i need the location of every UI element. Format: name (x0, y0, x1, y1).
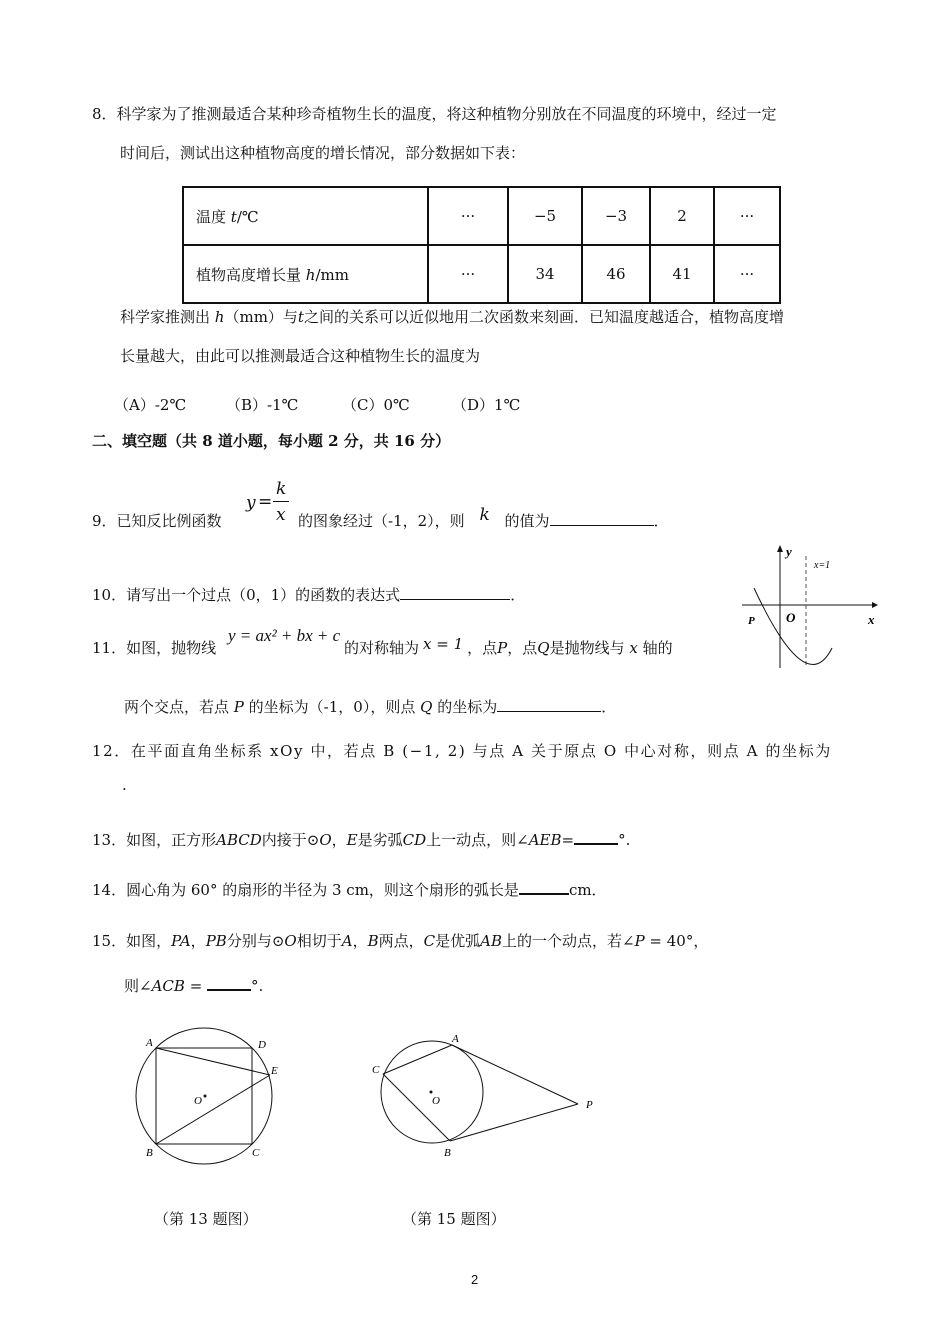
tangent-pb (450, 1104, 578, 1141)
figure-15 (366, 1024, 606, 1166)
label-c: C (252, 1147, 260, 1159)
origin-label: O (786, 610, 796, 625)
x-axis-label: x (868, 612, 875, 627)
q11-line2: 两个交点，若点 P 的坐标为（-1，0），则点 Q 的坐标为 ． (124, 698, 617, 716)
q14-text: 14．圆心角为 60° 的扇形的半径为 3 cm，则这个扇形的弧长是 cm． (92, 881, 607, 899)
table-row (183, 245, 780, 303)
q13-text: 13．如图，正方形ABCD内接于⊙O，E是劣弧CD上一动点，则∠AEB= °. (92, 831, 631, 849)
center-dot (204, 1095, 207, 1098)
formula-y: y (246, 493, 256, 513)
q8-data-table (182, 186, 781, 304)
label-o: O (432, 1095, 440, 1107)
label-a: A (452, 1033, 459, 1045)
label-b: B (444, 1147, 451, 1159)
q12-text: 12．在平面直角坐标系 xOy 中，若点 B (−1, 2) 与点 A 关于原点 O 中心对称，则点 A 的坐标为 (92, 742, 832, 760)
label-c: C (372, 1064, 380, 1076)
symmetry-axis-label: x=1 (814, 560, 831, 571)
x-axis-arrow-icon (872, 602, 878, 608)
label-p: P (586, 1099, 593, 1111)
parabola-curve (754, 588, 832, 664)
fraction-bar (273, 501, 289, 502)
q11-line1-rest: 的对称轴为 x = 1 ，点P，点Q是抛物线与 x 轴的 (344, 635, 673, 657)
table-cell: 34 (508, 245, 582, 303)
label-e: E (271, 1065, 278, 1077)
segment-ca (383, 1045, 452, 1074)
formula-denominator: x (276, 505, 286, 525)
table-cell: ··· (428, 187, 508, 245)
q15-answer-blank[interactable] (207, 975, 251, 991)
tangent-pa (452, 1045, 578, 1104)
formula-numerator: k (276, 479, 287, 499)
q11-answer-blank[interactable] (497, 697, 601, 712)
label-a: A (146, 1037, 153, 1049)
q13-answer-blank[interactable] (574, 829, 618, 845)
figure-13-caption: （第 13 题图） (154, 1210, 258, 1228)
q9-answer-blank[interactable] (550, 511, 654, 526)
q9-text: 9．已知反比例函数 (92, 512, 222, 530)
table-cell: −3 (582, 187, 650, 245)
section-heading: 二、填空题（共 8 道小题，每小题 2 分，共 16 分） (92, 432, 451, 450)
q8-line2: 时间后，测试出这种植物高度的增长情况，部分数据如下表： (120, 144, 526, 162)
q9-formula (244, 478, 294, 526)
table-cell: ··· (714, 245, 780, 303)
y-axis-label: y (786, 544, 792, 559)
label-b: B (146, 1147, 153, 1159)
table-header-temperature: 温度 t/℃ (183, 187, 428, 245)
table-cell: ··· (714, 187, 780, 245)
q15-line2: 则∠ACB = °. (124, 977, 264, 995)
table-cell: 2 (650, 187, 714, 245)
q11-line1: 11．如图，抛物线 (92, 639, 217, 657)
q10-answer-blank[interactable] (400, 585, 510, 600)
table-cell: 46 (582, 245, 650, 303)
q14-answer-blank[interactable] (519, 879, 569, 895)
q8-option-a: （A）-2℃ (114, 396, 187, 414)
q11-formula: y = ax² + bx + c (228, 626, 341, 645)
table-cell: ··· (428, 245, 508, 303)
segment-ae (156, 1048, 270, 1075)
table-cell: 41 (650, 245, 714, 303)
q8-option-b: （B）-1℃ (226, 396, 299, 414)
q8-option-d: （D）1℃ (452, 396, 521, 414)
q9-text-rest: 的图象经过（-1，2），则 k 的值为 ． (298, 505, 669, 530)
figure-13 (128, 1018, 298, 1168)
point-p-label: P (748, 615, 755, 627)
table-cell: −5 (508, 187, 582, 245)
figure-15-caption: （第 15 题图） (402, 1210, 506, 1228)
page-number: 2 (471, 1272, 479, 1287)
q8-option-c: （C）0℃ (342, 396, 410, 414)
parabola-graph (738, 540, 888, 675)
label-d: D (258, 1039, 266, 1051)
q15-line1: 15．如图，PA，PB分别与⊙O相切于A，B两点，C是优弧AB上的一个动点，若∠P = 40°， (92, 932, 709, 950)
table-header-growth: 植物高度增长量 h/mm (183, 245, 428, 303)
q8-line4: 长量越大，由此可以推测最适合这种植物生长的温度为 (120, 347, 481, 365)
segment-cb (383, 1074, 450, 1141)
formula-equals: = (258, 492, 273, 512)
q12-line2: . (122, 776, 127, 794)
label-o: O (194, 1095, 202, 1107)
y-axis-arrow-icon (777, 545, 783, 552)
table-row (183, 187, 780, 245)
segment-be (156, 1075, 270, 1144)
q10-text: 10．请写出一个过点（0，1）的函数的表达式 ． (92, 586, 526, 604)
q8-line3: 科学家推测出 h（mm）与t之间的关系可以近似地用二次函数来刻画．已知温度越适合，植物高度增 (120, 308, 784, 326)
center-dot (430, 1091, 433, 1094)
q8-line1: 8．科学家为了推测最适合某种珍奇植物生长的温度，将这种植物分别放在不同温度的环境中，经过一定 (92, 105, 777, 123)
